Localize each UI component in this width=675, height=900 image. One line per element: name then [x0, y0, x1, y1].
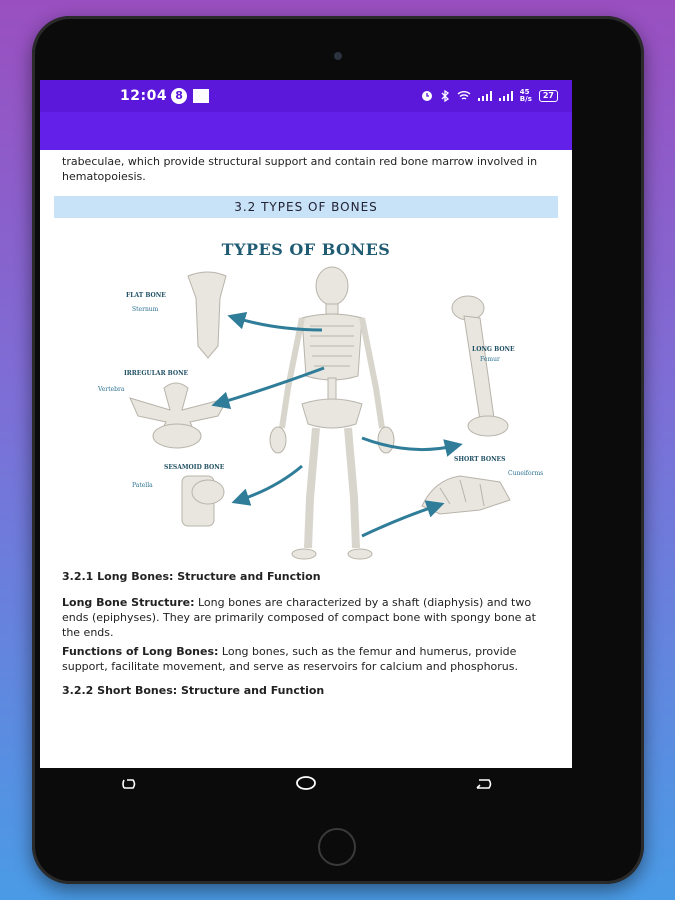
alarm-icon [421, 90, 433, 102]
section-header: 3.2 TYPES OF BONES [54, 196, 558, 218]
intro-paragraph: trabeculae, which provide structural support and contain red bone marrow involved in hematopoiesis. [62, 155, 538, 183]
vertebra-bone [130, 383, 228, 448]
status-time: 12:04 [120, 88, 168, 104]
app-bar [40, 112, 572, 150]
sternum-bone [188, 272, 226, 358]
battery-level: 27 [542, 91, 554, 100]
label-vertebra: Vertebra [98, 386, 125, 393]
label-cuneiforms: Cuneiforms [508, 470, 544, 477]
back-icon[interactable] [471, 775, 495, 796]
wifi-icon [457, 91, 471, 101]
arrow-sesamoid [240, 466, 302, 500]
label-femur: Femur [480, 356, 500, 363]
long-bone-functions-paragraph [62, 644, 550, 674]
patella-bone [182, 476, 224, 526]
long-bone-functions-label: Functions of Long Bones: [62, 645, 219, 658]
long-bone-functions-text: Long bones, such as the femur and humerus, provide support, facilitate movement, and serve as reservoirs for calcium and phosphorus. [62, 645, 519, 673]
short-bones-heading: 3.2.2 Short Bones: Structure and Function [62, 684, 325, 697]
skeleton-figure [270, 267, 394, 559]
arrow-long [362, 438, 454, 450]
long-bone-structure-text: Long bones are characterized by a shaft (diaphysis) and two ends (epiphyses). They are primarily composed of compact bone with spongy bone at the ends. [62, 596, 536, 639]
bluetooth-icon [440, 90, 450, 102]
label-sternum: Sternum [132, 306, 159, 313]
figure-title: TYPES OF BONES [221, 240, 391, 259]
label-short-bones: SHORT BONES [454, 456, 506, 463]
signal-icon [478, 91, 492, 101]
network-speed-value: 45 [519, 88, 530, 96]
home-icon[interactable] [294, 775, 318, 796]
page-content [40, 154, 572, 697]
long-bone-structure-label: Long Bone Structure: [62, 596, 195, 609]
navigation-bar [40, 768, 572, 802]
device-screen [40, 80, 572, 790]
notification-count-badge: 8 [171, 88, 187, 104]
label-patella: Patella [132, 482, 153, 489]
femur-bone [452, 296, 508, 436]
cuneiform-bones [422, 476, 510, 514]
types-of-bones-figure [40, 218, 572, 563]
label-sesamoid-bone: SESAMOID BONE [164, 464, 225, 471]
long-bones-heading: 3.2.1 Long Bones: Structure and Function [62, 570, 321, 583]
status-icons [421, 89, 558, 103]
front-camera [334, 52, 342, 60]
hardware-home-button[interactable] [318, 828, 356, 866]
battery-icon [539, 90, 558, 102]
status-bar [40, 80, 572, 112]
long-bone-structure-paragraph [62, 595, 550, 640]
network-speed-unit: B/s [519, 95, 532, 103]
arrow-short [362, 506, 436, 536]
label-irregular-bone: IRREGULAR BONE [124, 370, 189, 377]
gallery-notification-icon [193, 89, 209, 103]
arrow-irregular [220, 368, 324, 403]
network-speed [520, 89, 532, 103]
label-long-bone: LONG BONE [472, 346, 515, 353]
signal-icon [499, 91, 513, 101]
recents-icon[interactable] [117, 775, 141, 796]
label-flat-bone: FLAT BONE [126, 292, 166, 299]
